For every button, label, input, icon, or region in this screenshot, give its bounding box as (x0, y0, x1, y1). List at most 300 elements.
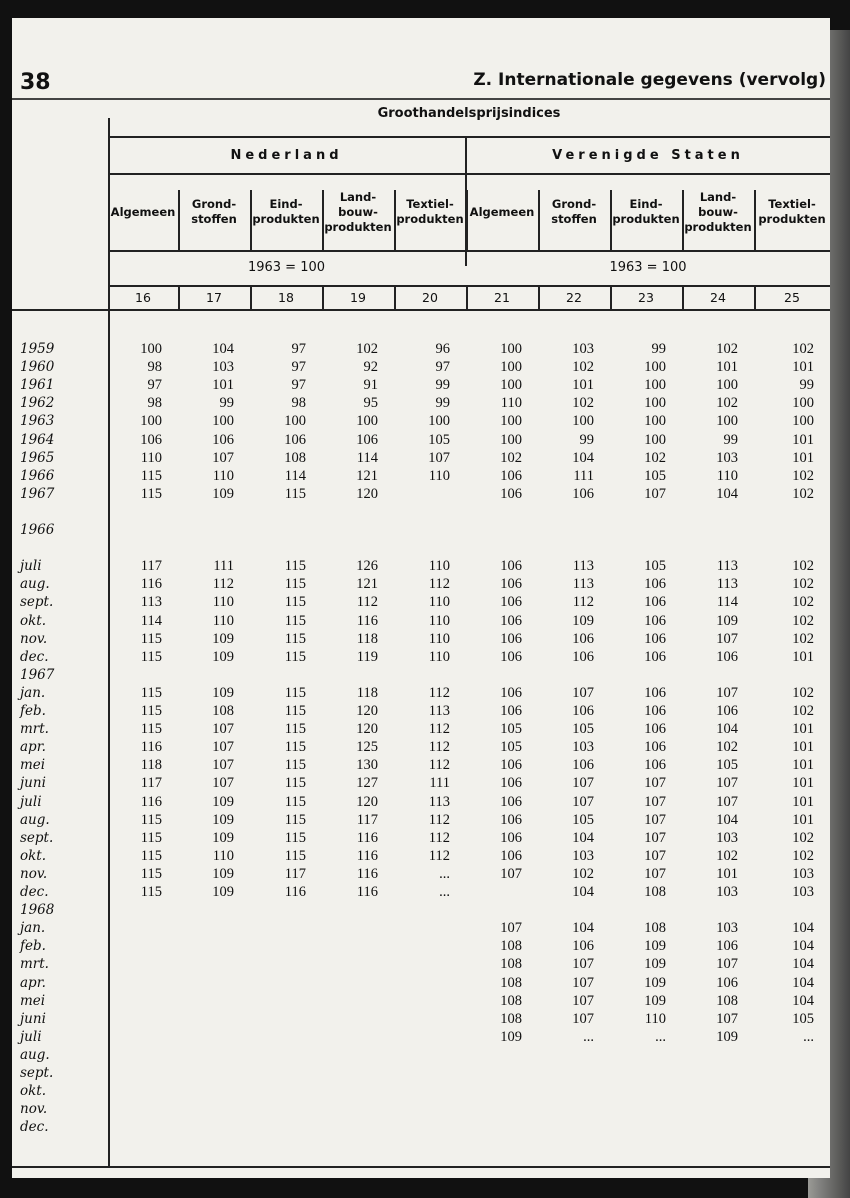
table-cell: 103 (212, 359, 234, 376)
table-cell: 115 (140, 847, 162, 864)
table-cell: 104 (792, 920, 814, 937)
table-cell: 108 (500, 956, 522, 973)
table-cell: 103 (716, 920, 738, 937)
table-cell: 106 (500, 703, 522, 719)
table-cell: 104 (572, 829, 594, 846)
table-cell: 109 (716, 1028, 738, 1045)
table-cell: 101 (212, 377, 234, 394)
bottom-rule (12, 1166, 830, 1168)
table-cell: 120 (356, 485, 378, 502)
table-cell: 120 (356, 721, 378, 738)
table-cell: 101 (792, 721, 814, 738)
table-cell: 115 (140, 485, 162, 502)
table-cell: 100 (644, 395, 666, 412)
table-cell: 104 (716, 721, 738, 738)
column-number: 21 (494, 290, 510, 305)
table-cell: 108 (716, 992, 738, 1009)
table-cell: 107 (212, 775, 234, 792)
table-cell: 110 (212, 612, 234, 629)
table-cell: 105 (500, 739, 522, 756)
table-cell: 100 (212, 413, 234, 430)
table-cell: 107 (212, 757, 234, 774)
table-cell: ... (439, 865, 450, 882)
column-header: Grond- stoffen (551, 197, 597, 226)
table-cell: 115 (140, 703, 162, 719)
table-cell: 116 (356, 847, 378, 864)
table-cell: 115 (284, 485, 306, 502)
table-cell: 107 (572, 793, 594, 810)
table-cell: 115 (284, 775, 306, 792)
table-cell: 106 (500, 811, 522, 828)
table-cell: 106 (500, 829, 522, 846)
table-cell: 107 (572, 974, 594, 991)
table-cell: 116 (356, 829, 378, 846)
table-cell: 102 (792, 703, 814, 719)
table-cell: 108 (500, 1010, 522, 1027)
table-cell: 100 (356, 413, 378, 430)
table-cell: 106 (644, 684, 666, 701)
table-cell: 106 (284, 431, 306, 448)
table-cell: 109 (212, 829, 234, 846)
column-number-divider (466, 285, 468, 309)
table-cell: 109 (572, 612, 594, 629)
column-number-divider (682, 285, 684, 309)
column-number-divider (754, 285, 756, 309)
table-cell: 104 (792, 956, 814, 973)
table-cell: 109 (644, 956, 666, 973)
table-cell: 102 (572, 395, 594, 412)
table-cell: 101 (792, 431, 814, 448)
table-cell: 99 (799, 377, 814, 394)
row-label: mrt. (20, 721, 49, 738)
table-cell: 91 (363, 377, 378, 394)
base-year-us: 1963 = 100 (609, 260, 687, 275)
table-cell: 106 (500, 558, 522, 575)
table-cell: 102 (792, 612, 814, 629)
row-label: 1967 (20, 485, 55, 502)
table-cell: 106 (500, 576, 522, 593)
table-cell: 109 (644, 938, 666, 955)
table-cell: 115 (284, 739, 306, 756)
table-cell: 101 (792, 757, 814, 774)
table-cell: 107 (644, 847, 666, 864)
table-cell: 118 (140, 757, 162, 774)
table-cell: 106 (500, 630, 522, 647)
table-cell: 107 (572, 992, 594, 1009)
table-cell: 102 (792, 630, 814, 647)
column-number: 25 (784, 290, 800, 305)
column-number-divider (250, 285, 252, 309)
table-cell: 106 (500, 485, 522, 502)
column-number-divider (538, 285, 540, 309)
table-cell: 107 (716, 775, 738, 792)
column-divider (754, 190, 756, 250)
table-cell: 106 (644, 594, 666, 611)
table-cell: 106 (500, 757, 522, 774)
row-label: 1965 (20, 449, 55, 466)
table-cell: 99 (435, 377, 450, 394)
row-label: dec. (20, 884, 49, 900)
table-cell: 98 (147, 395, 162, 412)
table-cell: 120 (356, 793, 378, 810)
table-cell: 110 (428, 594, 450, 611)
table-cell: 112 (428, 721, 450, 738)
row-label: nov. (20, 630, 48, 647)
table-cell: 96 (435, 341, 450, 357)
row-label: juli (20, 558, 42, 575)
table-cell: 107 (716, 793, 738, 810)
table-cell: 106 (644, 648, 666, 665)
table-cell: 107 (716, 1010, 738, 1027)
table-cell: 102 (716, 847, 738, 864)
document-page (12, 18, 830, 1178)
table-cell: 107 (428, 449, 450, 466)
table-cell: 106 (500, 793, 522, 810)
table-cell: 117 (356, 811, 378, 828)
column-divider (178, 190, 180, 250)
table-cell: 102 (500, 449, 522, 466)
column-header: Textiel- produkten (396, 197, 464, 226)
table-cell: ... (803, 1028, 814, 1045)
table-cell: 117 (140, 558, 162, 575)
table-cell: 115 (284, 847, 306, 864)
table-cell: 114 (356, 449, 378, 466)
table-cell: 115 (284, 576, 306, 593)
table-cell: 106 (572, 648, 594, 665)
row-label: feb. (20, 938, 46, 955)
table-cell: 109 (644, 992, 666, 1009)
table-cell: 105 (572, 721, 594, 738)
table-cell: 113 (428, 793, 450, 810)
table-cell: 102 (572, 359, 594, 376)
table-cell: 103 (792, 884, 814, 900)
table-cell: 106 (500, 612, 522, 629)
table-cell: 107 (716, 630, 738, 647)
table-cell: 100 (716, 377, 738, 394)
table-cell: 106 (500, 594, 522, 611)
table-cell: 112 (428, 757, 450, 774)
table-cell: 102 (644, 449, 666, 466)
row-label: mei (20, 757, 46, 774)
table-cell: 104 (716, 811, 738, 828)
table-cell: 106 (500, 467, 522, 484)
table-cell: 115 (284, 558, 306, 575)
row-label: apr. (20, 974, 46, 991)
row-label: nov. (20, 1101, 48, 1118)
table-cell: 106 (644, 703, 666, 719)
table-cell: 107 (716, 956, 738, 973)
table-cell: 102 (792, 485, 814, 502)
table-cell: 101 (792, 449, 814, 466)
table-cell: 115 (284, 703, 306, 719)
table-cell: 115 (284, 757, 306, 774)
table-cell: 107 (500, 920, 522, 937)
table-cell: 103 (572, 847, 594, 864)
table-cell: 110 (428, 612, 450, 629)
table-cell: 115 (140, 811, 162, 828)
table-cell: 107 (212, 721, 234, 738)
table-cell: 106 (716, 938, 738, 955)
column-divider (538, 190, 540, 250)
header-rule-4 (108, 285, 830, 287)
table-cell: 102 (792, 467, 814, 484)
table-cell: 115 (140, 721, 162, 738)
table-cell: 118 (356, 630, 378, 647)
table-cell: 115 (284, 684, 306, 701)
table-cell: 101 (716, 865, 738, 882)
table-cell: 106 (572, 485, 594, 502)
row-label: sept. (20, 829, 54, 846)
table-cell: 115 (140, 865, 162, 882)
row-label: mrt. (20, 956, 49, 973)
table-cell: 109 (644, 974, 666, 991)
table-cell: 115 (284, 721, 306, 738)
table-cell: 115 (284, 612, 306, 629)
column-header: Eind- produkten (612, 197, 680, 226)
table-cell: 108 (284, 449, 306, 466)
table-cell: 102 (716, 341, 738, 357)
table-cell: 104 (792, 992, 814, 1009)
table-cell: 106 (500, 847, 522, 864)
row-label: sept. (20, 594, 54, 611)
table-cell: 98 (147, 359, 162, 376)
row-label: jan. (20, 684, 46, 701)
table-cell: 114 (140, 612, 162, 629)
table-cell: 115 (140, 630, 162, 647)
table-cell: 111 (573, 467, 594, 484)
column-number: 18 (278, 290, 294, 305)
table-cell: 100 (500, 431, 522, 448)
table-cell: 112 (212, 576, 234, 593)
table-cell: 106 (140, 431, 162, 448)
column-number: 16 (135, 290, 151, 305)
table-cell: 109 (212, 648, 234, 665)
table-cell: 115 (284, 829, 306, 846)
table-cell: 107 (716, 684, 738, 701)
column-number: 17 (206, 290, 222, 305)
table-cell: 105 (644, 467, 666, 484)
table-cell: 101 (792, 793, 814, 810)
column-divider (466, 190, 468, 250)
row-label: 1968 (20, 902, 55, 919)
table-cell: 102 (792, 829, 814, 846)
country-header-us: Verenigde Staten (552, 148, 744, 163)
row-label: sept. (20, 1065, 54, 1081)
table-cell: 106 (644, 739, 666, 756)
table-cell: 116 (356, 884, 378, 900)
table-cell: 102 (792, 341, 814, 357)
table-cell: 125 (356, 739, 378, 756)
table-cell: 102 (792, 558, 814, 575)
table-cell: 107 (644, 829, 666, 846)
table-cell: 106 (716, 703, 738, 719)
column-divider (250, 190, 252, 250)
table-cell: 106 (644, 630, 666, 647)
table-cell: 112 (428, 739, 450, 756)
table-cell: 101 (792, 739, 814, 756)
table-cell: 100 (500, 359, 522, 376)
table-cell: 116 (140, 793, 162, 810)
table-cell: 113 (716, 576, 738, 593)
table-cell: 104 (572, 920, 594, 937)
table-cell: 108 (644, 920, 666, 937)
table-cell: 103 (716, 449, 738, 466)
table-cell: 108 (644, 884, 666, 900)
table-cell: 100 (644, 431, 666, 448)
table-cell: 101 (792, 648, 814, 665)
table-cell: 103 (716, 829, 738, 846)
table-cell: 115 (284, 630, 306, 647)
table-cell: 115 (140, 884, 162, 900)
table-cell: 107 (644, 775, 666, 792)
table-cell: 100 (500, 341, 522, 357)
column-number-divider (394, 285, 396, 309)
header-rule-3 (108, 250, 830, 252)
column-header: Eind- produkten (252, 197, 320, 226)
column-header: Land- bouw- produkten (684, 189, 752, 234)
column-divider (322, 190, 324, 250)
table-cell: 106 (644, 757, 666, 774)
table-cell: 115 (140, 684, 162, 701)
table-cell: 101 (572, 377, 594, 394)
table-cell: 100 (716, 413, 738, 430)
column-number: 20 (422, 290, 438, 305)
table-cell: 113 (572, 558, 594, 575)
table-cell: 112 (356, 594, 378, 611)
column-header: Algemeen (469, 204, 535, 219)
table-cell: 130 (356, 757, 378, 774)
column-number: 22 (566, 290, 582, 305)
table-cell: 100 (644, 377, 666, 394)
table-cell: 112 (428, 829, 450, 846)
table-cell: 101 (792, 775, 814, 792)
table-cell: 97 (147, 377, 162, 394)
table-cell: 113 (716, 558, 738, 575)
column-number: 23 (638, 290, 654, 305)
country-header-nl: Nederland (230, 148, 343, 163)
table-cell: 100 (500, 413, 522, 430)
table-cell: 102 (716, 739, 738, 756)
page-number: 38 (20, 70, 51, 95)
table-cell: 106 (212, 431, 234, 448)
row-label: juni (20, 775, 46, 792)
table-cell: 110 (140, 449, 162, 466)
row-label: dec. (20, 1119, 49, 1136)
table-cell: 108 (500, 938, 522, 955)
row-label: 1960 (20, 359, 55, 376)
table-cell: 97 (291, 341, 306, 357)
column-number-divider (322, 285, 324, 309)
table-cell: 112 (428, 811, 450, 828)
table-cell: 97 (291, 359, 306, 376)
table-cell: 110 (212, 594, 234, 611)
table-cell: 98 (291, 395, 306, 412)
table-cell: 115 (140, 829, 162, 846)
table-cell: 102 (792, 594, 814, 611)
table-cell: 100 (140, 413, 162, 430)
table-cell: 105 (644, 558, 666, 575)
table-cell: 117 (140, 775, 162, 792)
header-rule-5 (12, 309, 830, 311)
table-cell: 95 (363, 395, 378, 412)
row-label: 1961 (20, 377, 55, 394)
table-cell: 100 (572, 413, 594, 430)
row-label: 1967 (20, 666, 55, 683)
table-cell: 119 (356, 648, 378, 665)
row-label: juli (20, 1028, 42, 1045)
table-cell: 113 (572, 576, 594, 593)
table-cell: 105 (428, 431, 450, 448)
table-cell: 104 (716, 485, 738, 502)
table-cell: 106 (500, 684, 522, 701)
table-cell: 104 (572, 884, 594, 900)
table-cell: 115 (140, 648, 162, 665)
table-cell: 103 (572, 341, 594, 357)
table-cell: 109 (212, 811, 234, 828)
table-cell: 100 (644, 359, 666, 376)
column-divider (610, 190, 612, 250)
row-label: apr. (20, 739, 46, 756)
table-cell: 107 (572, 775, 594, 792)
row-label: okt. (20, 1083, 47, 1100)
table-cell: 110 (212, 847, 234, 864)
table-cell: 105 (500, 721, 522, 738)
table-cell: 126 (356, 558, 378, 575)
table-cell: 107 (212, 449, 234, 466)
page-title: Z. Internationale gegevens (vervolg) (473, 70, 826, 90)
row-label: juli (20, 793, 42, 810)
table-cell: 106 (716, 648, 738, 665)
table-cell: ... (655, 1028, 666, 1045)
table-cell: 100 (792, 395, 814, 412)
table-cell: 111 (429, 775, 450, 792)
row-label: dec. (20, 648, 49, 665)
table-cell: 107 (572, 956, 594, 973)
table-cell: 110 (428, 467, 450, 484)
table-cell: 120 (356, 703, 378, 719)
table-cell: 106 (644, 612, 666, 629)
table-cell: 102 (792, 847, 814, 864)
table-cell: 115 (284, 811, 306, 828)
row-label: 1966 (20, 522, 55, 538)
table-cell: 104 (792, 938, 814, 955)
table-cell: 102 (792, 684, 814, 701)
column-header: Textiel- produkten (758, 197, 826, 226)
column-header: Algemeen (110, 204, 176, 219)
column-number: 24 (710, 290, 726, 305)
table-cell: 118 (356, 684, 378, 701)
table-cell: 115 (140, 467, 162, 484)
row-label: nov. (20, 865, 48, 882)
table-cell: 104 (212, 341, 234, 357)
table-cell: 101 (792, 811, 814, 828)
table-cell: 106 (572, 630, 594, 647)
table-cell: 106 (500, 775, 522, 792)
table-cell: 92 (363, 359, 378, 376)
table-cell: 100 (644, 413, 666, 430)
table-cell: 109 (212, 884, 234, 900)
table-cell: 110 (644, 1010, 666, 1027)
table-cell: 112 (428, 684, 450, 701)
table-cell: 106 (500, 648, 522, 665)
table-cell: 101 (792, 359, 814, 376)
table-cell: 100 (140, 341, 162, 357)
table-cell: 121 (356, 576, 378, 593)
table-cell: 110 (716, 467, 738, 484)
row-label: 1963 (20, 413, 55, 430)
table-cell: 108 (500, 974, 522, 991)
table-cell: 100 (428, 413, 450, 430)
